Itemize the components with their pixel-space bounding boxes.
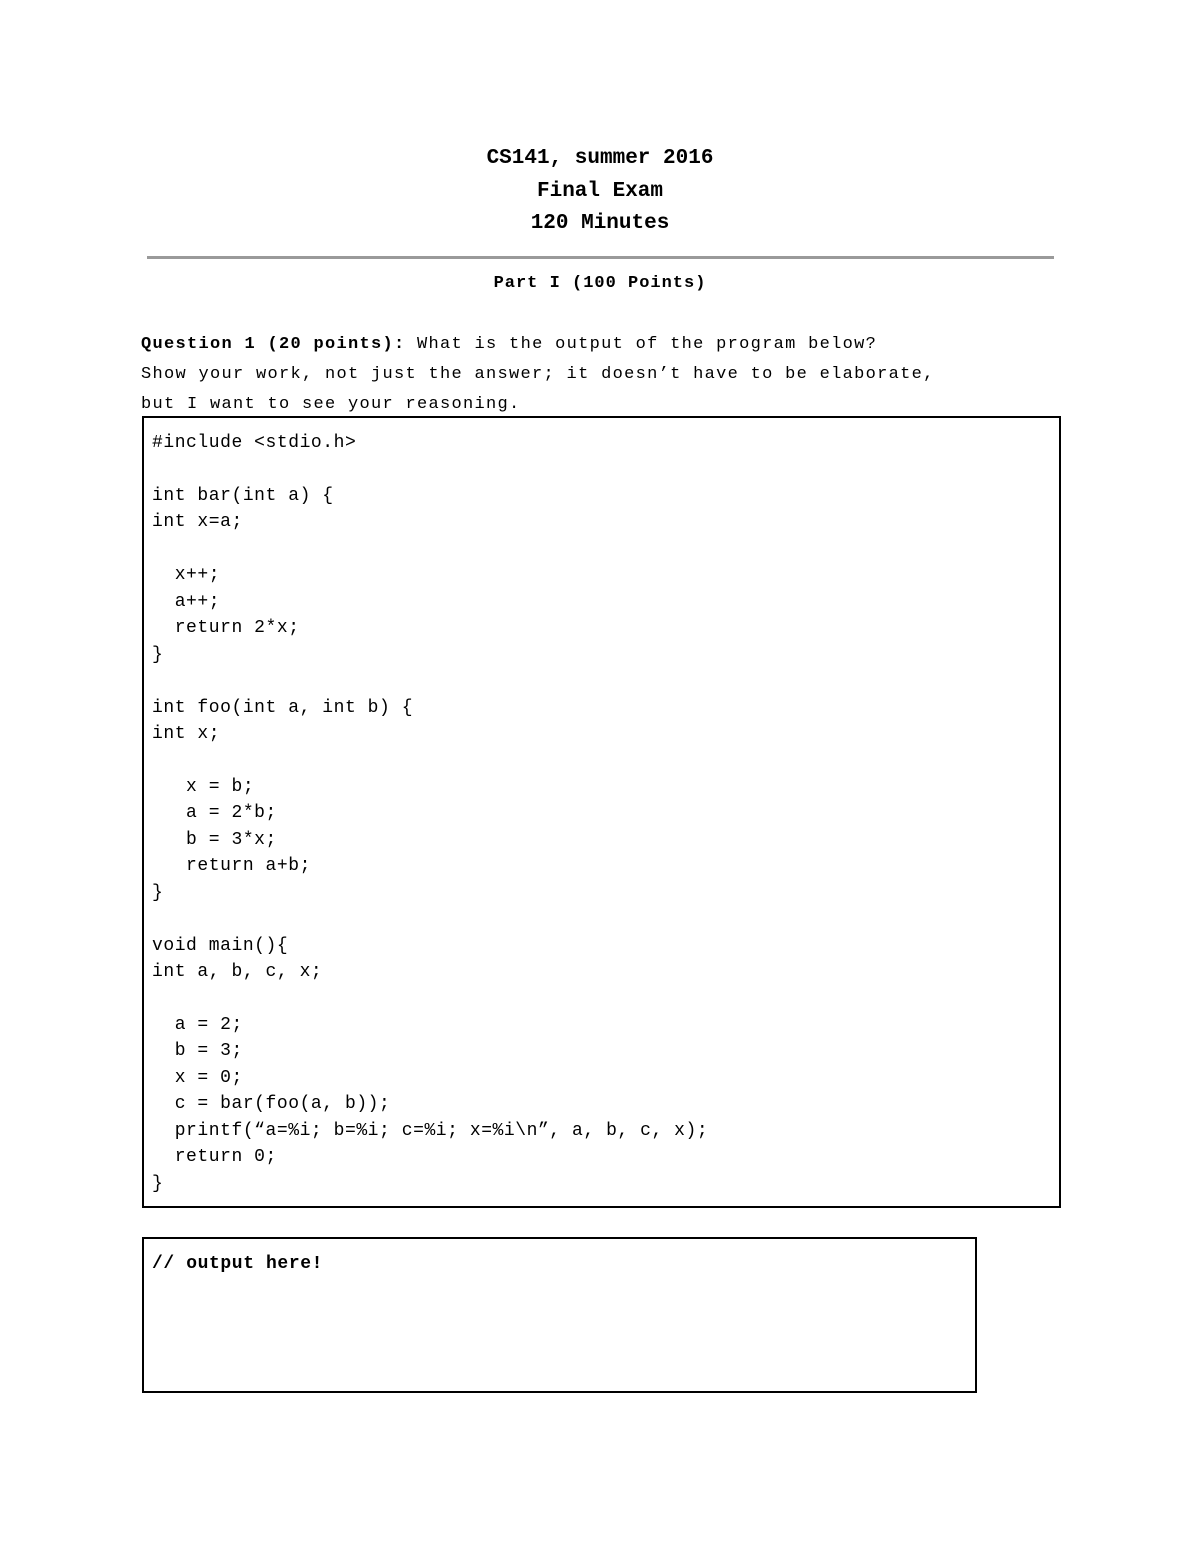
code-line: printf(“a=%i; b=%i; c=%i; x=%i\n”, a, b, c, x); <box>152 1121 709 1141</box>
code-listing <box>142 416 1061 1208</box>
code-line: x = 0; <box>152 1068 243 1088</box>
course-title: CS141, summer 2016 <box>486 147 714 170</box>
code-line: } <box>152 883 164 903</box>
header-divider <box>147 256 1054 259</box>
exam-duration: 120 Minutes <box>530 212 670 235</box>
question-prompt-line-1: What is the output of the program below? <box>405 335 878 354</box>
code-line: b = 3; <box>152 1041 243 1061</box>
code-line: a = 2; <box>152 1015 243 1035</box>
code-line: } <box>152 645 164 665</box>
part-heading: Part I (100 Points) <box>493 274 707 293</box>
code-line: return a+b; <box>152 856 311 876</box>
code-line: int bar(int a) { <box>152 486 334 506</box>
code-line: b = 3*x; <box>152 830 277 850</box>
code-line: #include <stdio.h> <box>152 433 357 453</box>
question-1 <box>141 330 1071 420</box>
question-prompt-line-3: but I want to see your reasoning. <box>141 395 521 414</box>
code-line: void main(){ <box>152 936 289 956</box>
code-line: int a, b, c, x; <box>152 962 323 982</box>
question-label: Question 1 (20 points): <box>141 335 406 354</box>
code-line: return 0; <box>152 1147 277 1167</box>
code-line: int x=a; <box>152 512 243 532</box>
exam-header <box>0 143 1200 241</box>
code-line: x++; <box>152 565 221 585</box>
answer-box-label: // output here! <box>152 1254 324 1274</box>
code-line: return 2*x; <box>152 618 300 638</box>
code-line: } <box>152 1174 164 1194</box>
code-line: a = 2*b; <box>152 803 277 823</box>
question-prompt-line-2: Show your work, not just the answer; it doesn’t have to be elaborate, <box>141 365 935 384</box>
code-line: x = b; <box>152 777 255 797</box>
exam-title: Final Exam <box>536 179 664 203</box>
code-line: int x; <box>152 724 221 744</box>
code-line: c = bar(foo(a, b)); <box>152 1094 391 1114</box>
code-line: int foo(int a, int b) { <box>152 698 414 718</box>
code-line: a++; <box>152 592 221 612</box>
answer-box[interactable] <box>142 1237 977 1393</box>
